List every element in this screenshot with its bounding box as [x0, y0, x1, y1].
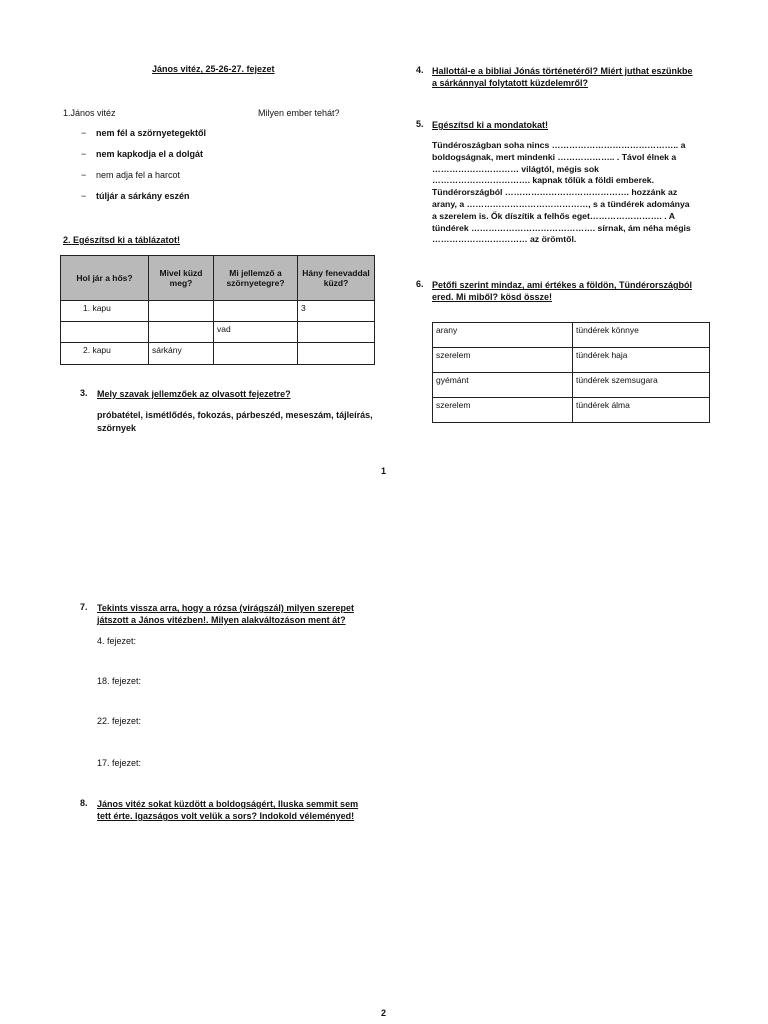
q5-line: a szerelem is. Ők díszítik a felhős eget……………………. . A [432, 210, 675, 221]
table-row [433, 373, 710, 398]
list-item: − nem adja fel a harcot [81, 170, 181, 180]
list-item: − túljár a sárkány eszén [81, 191, 190, 201]
table-cell[interactable]: sárkány [149, 343, 214, 365]
q3-number: 3. [80, 388, 88, 398]
q3-answer-line: szörnyek [97, 423, 137, 433]
table-row [61, 322, 375, 343]
chapter-label: 18. fejezet: [97, 676, 142, 686]
q5-line: tündérek ……………………………………. sírnak, ám néha mégis [432, 222, 691, 233]
q5-line: …………………………… az örömtől. [432, 234, 577, 245]
q1-label: 1.János vitéz [63, 108, 116, 118]
match-right[interactable]: tündérek álma [573, 398, 710, 423]
match-left[interactable]: arany [433, 323, 573, 348]
table-header-row [61, 256, 375, 301]
table-cell[interactable]: 3 [298, 301, 375, 322]
q8-number: 8. [80, 798, 88, 808]
q4-question-line: a sárkánnyal folytatott küzdelemről? [432, 78, 589, 88]
table-cell[interactable] [298, 322, 375, 343]
table-row [61, 301, 375, 322]
table-cell[interactable] [149, 322, 214, 343]
page-number: 2 [381, 1008, 387, 1018]
match-right[interactable]: tündérek haja [573, 348, 710, 373]
q5-paragraph [432, 140, 691, 246]
q7-number: 7. [80, 602, 88, 612]
table-row [61, 343, 375, 365]
q1-list [81, 128, 296, 208]
table-header: Hány fenevaddal küzd? [298, 256, 375, 301]
table-row [433, 323, 710, 348]
match-left[interactable]: szerelem [433, 398, 573, 423]
table-row [433, 398, 710, 423]
q5-line: ……………………………. kapnak tőlük a földi emberek. [432, 175, 655, 186]
table-header: Hol jár a hős? [61, 256, 149, 301]
match-right[interactable]: tündérek könnye [573, 323, 710, 348]
table-cell[interactable] [298, 343, 375, 365]
list-item: − nem kapkodja el a dolgát [81, 149, 204, 159]
table-cell[interactable] [214, 343, 298, 365]
q5-line: ………………………… világtól, mégis sok [432, 163, 600, 174]
q5-number: 5. [416, 119, 424, 129]
table-cell[interactable]: 2. kapu [61, 343, 149, 365]
match-left[interactable]: szerelem [433, 348, 573, 373]
q7-question-line: játszott a János vitézben!. Milyen alakváltozáson ment át? [97, 615, 346, 625]
match-left[interactable]: gyémánt [433, 373, 573, 398]
q5-line: boldogságnak, mert mindenki ……………….. . Távol élnek a [432, 151, 677, 162]
q2-table [60, 255, 375, 365]
q6-match-table [432, 322, 710, 423]
table-cell[interactable] [149, 301, 214, 322]
q5-line: Tündérországból ……………………………………. hozzánk az [432, 187, 678, 198]
page-title: János vitéz, 25-26-27. fejezet [152, 64, 275, 74]
table-header: Mi jellemző a szörnyetegre? [214, 256, 298, 301]
page-number: 1 [381, 466, 387, 476]
q3-question: Mely szavak jellemzőek az olvasott fejezetre? [97, 389, 291, 399]
q8-question-line: János vitéz sokat küzdött a boldogságért, Iluska semmit sem [97, 799, 359, 809]
table-cell[interactable] [214, 301, 298, 322]
q6-question-line: Petőfi szerint mindaz, ami értékes a földön, Tündérországból [432, 280, 693, 290]
q3-answer-line: próbatétel, ismétlődés, fokozás, párbeszéd, meseszám, tájleírás, [97, 410, 373, 420]
q4-question-line: Hallottál-e a bibliai Jónás történetéről? Miért juthat eszünkbe [432, 66, 693, 76]
q8-question-line: tett érte. Igazságos volt velük a sors? Indokold véleményed! [97, 811, 355, 821]
q5-line: arany, a ……………………………………, s a tündérek adománya [432, 198, 690, 209]
chapter-label: 4. fejezet: [97, 636, 137, 646]
q5-question: Egészítsd ki a mondatokat! [432, 120, 549, 130]
q5-line: Tündéroszágban soha nincs …………………………………….. a [432, 140, 686, 150]
q7-question-line: Tekints vissza arra, hogy a rózsa (virágszál) milyen szerepet [97, 603, 354, 613]
q6-question-line: ered. Mi miből? kösd össze! [432, 292, 553, 302]
table-cell[interactable]: vad [214, 322, 298, 343]
table-cell[interactable]: 1. kapu [61, 301, 149, 322]
list-item: − nem fél a szörnyetegektől [81, 128, 207, 138]
q2-title: 2. Egészítsd ki a táblázatot! [63, 235, 181, 245]
q4-number: 4. [416, 65, 424, 75]
chapter-label: 22. fejezet: [97, 716, 142, 726]
q1-question: Milyen ember tehát? [258, 108, 340, 118]
match-right[interactable]: tündérek szemsugara [573, 373, 710, 398]
table-cell[interactable] [61, 322, 149, 343]
q6-number: 6. [416, 279, 424, 289]
table-row [433, 348, 710, 373]
table-header: Mivel küzd meg? [149, 256, 214, 301]
chapter-label: 17. fejezet: [97, 758, 142, 768]
